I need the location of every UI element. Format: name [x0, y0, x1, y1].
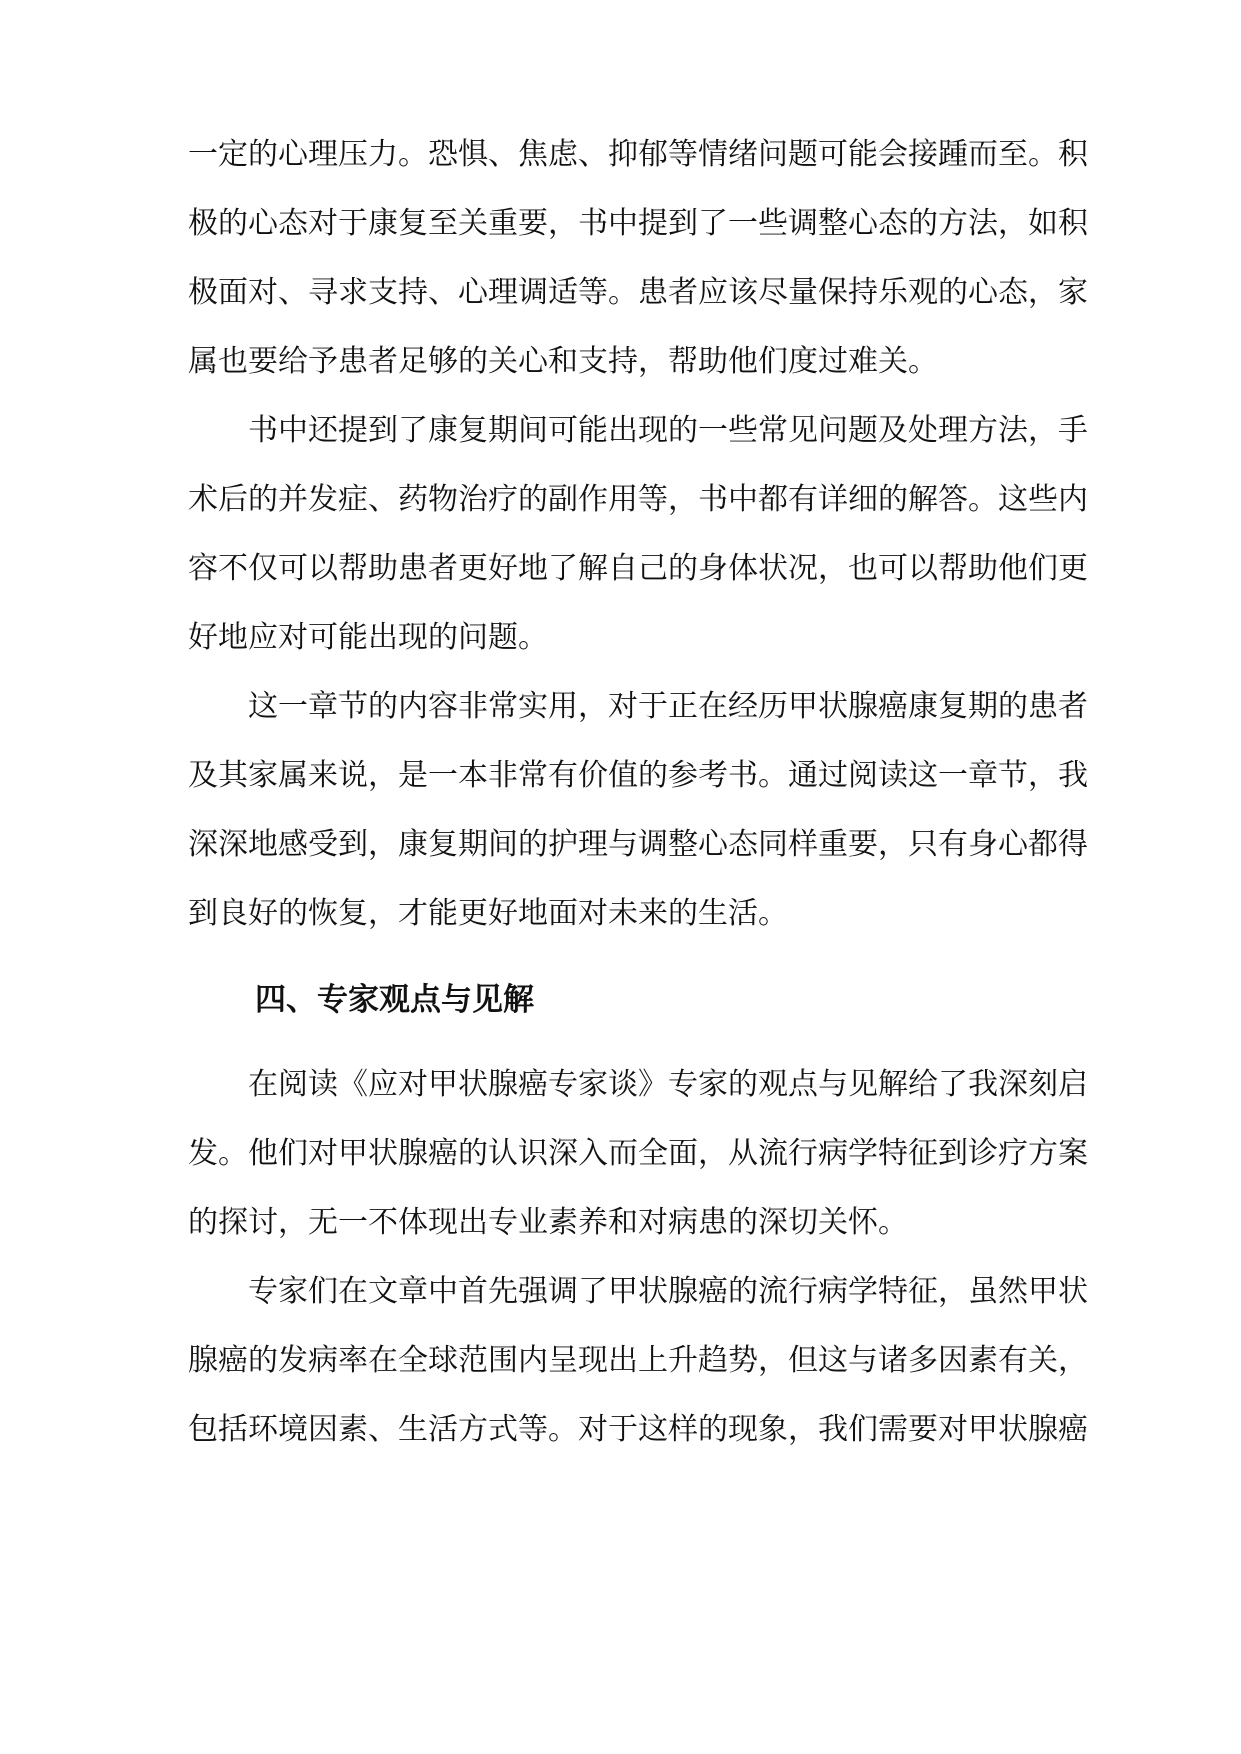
text-line: 好地应对可能出现的问题。 — [188, 620, 548, 655]
text-line: 极的心态对于康复至关重要，书中提到了一些调整心态的方法，如积 — [188, 206, 1088, 241]
text-line: 极面对、寻求支持、心理调适等。患者应该尽量保持乐观的心态，家 — [188, 275, 1088, 310]
text-line: 的探讨，无一不体现出专业素养和对病患的深切关怀。 — [188, 1205, 908, 1240]
text-line: 及其家属来说，是一本非常有价值的参考书。通过阅读这一章节，我 — [188, 758, 1088, 793]
text-line: 一定的心理压力。恐惧、焦虑、抑郁等情绪问题可能会接踵而至。积 — [188, 137, 1088, 172]
text-line: 专家们在文章中首先强调了甲状腺癌的流行病学特征，虽然甲状 — [248, 1274, 1088, 1309]
text-line: 深深地感受到，康复期间的护理与调整心态同样重要，只有身心都得 — [188, 827, 1088, 862]
text-line: 到良好的恢复，才能更好地面对未来的生活。 — [188, 896, 788, 931]
text-line: 在阅读《应对甲状腺癌专家谈》专家的观点与见解给了我深刻启 — [248, 1067, 1088, 1102]
text-line: 属也要给予患者足够的关心和支持，帮助他们度过难关。 — [188, 344, 938, 379]
text-line: 这一章节的内容非常实用，对于正在经历甲状腺癌康复期的患者 — [248, 689, 1088, 724]
text-line: 术后的并发症、药物治疗的副作用等，书中都有详细的解答。这些内 — [188, 482, 1088, 517]
text-line: 书中还提到了康复期间可能出现的一些常见问题及处理方法，手 — [248, 413, 1088, 448]
text-line: 容不仅可以帮助患者更好地了解自己的身体状况，也可以帮助他们更 — [188, 551, 1088, 586]
section-heading: 四、专家观点与见解 — [255, 982, 534, 1018]
text-line: 腺癌的发病率在全球范围内呈现出上升趋势，但这与诸多因素有关， — [188, 1343, 1088, 1378]
text-line: 发。他们对甲状腺癌的认识深入而全面，从流行病学特征到诊疗方案 — [188, 1136, 1088, 1171]
text-line: 包括环境因素、生活方式等。对于这样的现象，我们需要对甲状腺癌 — [188, 1412, 1088, 1447]
